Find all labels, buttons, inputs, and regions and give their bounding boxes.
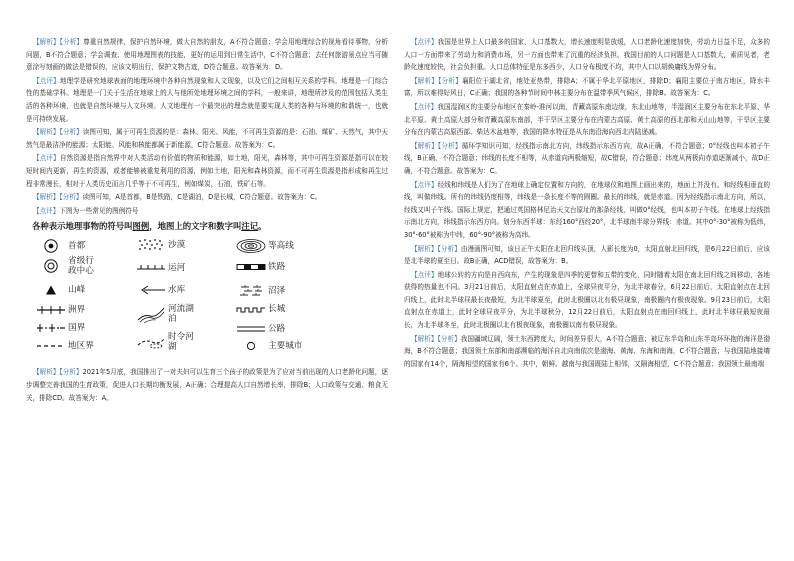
continent-boundary-icon — [34, 304, 68, 316]
legend-label-reservoir: 水库 — [168, 285, 186, 296]
legend-item-capital — [34, 238, 85, 254]
legend-item-reservoir — [134, 284, 185, 296]
legend-label-great-wall: 长城 — [268, 304, 286, 315]
legend-label-major-city: 主要城市 — [268, 341, 303, 352]
paragraph-text: 我国疆域辽阔，领土东西跨度大，时间差异很大，A不符合题意；被辽东半岛和山东半岛环环抱的海洋是渤海，B不符合题意；我国领土东部和南部濒临的海洋自北向南依次是渤海、黄海、东海和南海，C不符合题意；与我国陆地接壤的国家有14个，隔海相望的国家有6个。其中，朝鲜、越南与我国既陆上相邻，又隔海相望，C不符合题意；我国领土最南端 — [404, 334, 771, 368]
legend-title-keyword-1: 图例 — [132, 221, 150, 232]
legend-label-river-lake: 河流湖泊 — [168, 304, 194, 325]
legend-title-text-1: 各种表示地理事物的符号叫 — [32, 221, 133, 232]
paragraph-text: 读图可知，属于可再生资源的是：森林、阳光、风能，不可再生资源的是：石油、煤矿、天然气，其中天然气是最洁净的能源；太阳能、风能和核能都属于新能源，C符合题意。故答案为：C。 — [26, 128, 389, 149]
major-city-icon — [234, 340, 268, 352]
right-column — [404, 36, 770, 371]
legend-label-regional-boundary: 地区界 — [68, 341, 94, 352]
legend-item-continent-boundary — [34, 304, 85, 316]
right-paragraphs — [404, 36, 770, 370]
legend-label-peak: 山峰 — [68, 285, 86, 296]
canal-icon — [134, 262, 168, 274]
answer-paragraph — [26, 205, 388, 218]
paragraph-text: 由漫画图可知，该日正午太阳在北回归线头顶，人影长度为0，太阳直射北回归线，是6月22日前后，应该是北半球的夏至日。故B正确，ACD错误，故答案为：B。 — [404, 244, 770, 266]
swamp-icon — [234, 284, 268, 298]
answer-paragraph — [26, 366, 388, 404]
legend-item-seasonal-river — [134, 332, 194, 352]
answer-paragraph — [26, 191, 388, 204]
paragraph-tag: 【点评】 — [411, 38, 438, 46]
legend-item-river-lake — [134, 304, 194, 324]
answer-paragraph — [404, 333, 770, 371]
left-bottom-paragraphs — [26, 366, 388, 404]
paragraph-tag: 【解析】【分析】 — [411, 244, 461, 253]
answer-paragraph — [404, 101, 770, 139]
legend-item-peak — [34, 284, 85, 296]
river-lake-icon — [134, 304, 168, 324]
legend-label-canal: 运河 — [168, 263, 186, 274]
paragraph-text: 襄阳位于湖北省，地处亚热带，排除A；不属于华北平原地区，排除D；襄阳主要位于南方地区，降水丰富，所以难得好风日，C正确；我国的各种节时间中林主要分布在温带季风气候区，排除B。故答案为：C。 — [404, 76, 770, 98]
paragraph-tag: 【点评】 — [33, 154, 60, 163]
paragraph-text: 我国是世界上人口最多的国家，人口基数大，增长速度明显放缓，人口老龄化速度加快，劳动力日益不足，众多的人口一方面带来了劳动力和消费市场，另一方面也带来了沉重的经济负担。我国目前的人口问题是人口基数大，素质见者，老龄化速度较快，社会负担重。人口总体特征是东多西少，人口分布极度不均，其中人口以胡焕庸线为界分布。 — [404, 38, 771, 72]
legend-item-desert — [134, 238, 185, 252]
paragraph-tag: 【点评】 — [33, 76, 60, 85]
legend-label-railway: 铁路 — [268, 262, 286, 273]
legend-item-railway — [234, 262, 285, 272]
paragraph-text: 尊重自然规律，保护自然环境，做大自然的朋友，A不符合题意；学会用地理综合的视角看待事物，分析问题，B不符合题意；学会调查、使用地理图表的技能，更好的运用到日常生活中，C不符合题意；去任何旅游景点应当可随意涂写刻画的做法是错误的，应该文明出行，保护文物古迹，D符合题意。故答案为：D。 — [26, 38, 388, 72]
legend-item-national-boundary — [34, 322, 85, 334]
national-boundary-icon — [34, 322, 68, 334]
answer-paragraph — [26, 152, 388, 190]
paragraph-text: 地球公转的方向是自西向东，产生的现象是四季的更替和五带的变化，同时随着太阳在南北回归线之间移动，各地获得的热量也不同。3月21日前后，太阳直射点在赤道上，全球昼夜平分，为北半球春分，6月22日前后，太阳直射点在北回归线上，此时北半球昼最长夜最短，为北半球夏至，此时北极圈以北有极昼现象，南极圈内有极夜现象。9月23日前后，太阳直射点在赤道上，此时全球昼夜平分，为北半球秋分，12月22日前后，太阳直射点在南回归线上，此时北半球昼最短夜最长，为北半球冬至，此时北极圈以北有极夜现象，南极圈以南有极昼现象。 — [404, 270, 771, 330]
paragraph-tag: 【解析】【分析】 — [411, 334, 461, 343]
provincial-capital-icon — [34, 258, 68, 274]
legend-label-seasonal-river: 时令河湖 — [168, 332, 194, 353]
answer-paragraph — [404, 243, 770, 268]
legend-label-continent-boundary: 洲界 — [68, 305, 86, 316]
paragraph-text: 读图可知，A是首都，B是铁路，C是湖泊，D是长城，C符合题意。故答案为：C。 — [82, 193, 322, 202]
seasonal-river-icon — [134, 335, 168, 349]
paragraph-text: 2021年5月底，我国推出了一对夫妇可以生育三个孩子的政策是为了应对当前出现的人口老龄化问题，逐步调整完善我国的生育政策，促进人口长期均衡发展，A正确；合理提高人口自然增长率，排除B；人口政策与交通、粮食无关，排除CD。故答案为：A。 — [26, 368, 388, 402]
legend-label-highway: 公路 — [268, 324, 286, 335]
legend-title-end: 。 — [258, 221, 267, 232]
legend-label-desert: 沙漠 — [168, 240, 186, 251]
paragraph-text: 循环学知识可知，经线指示南北方向，纬线指示东西方向，故A正确，不符合题意；0°经线也叫本初子午线，B正确，不符合题意；纬线的长度不相等，从赤道向两极缩短，故C错误，符合题意；纬度从两极向赤道逐渐减小，故D正确，不符合题意。故答案为：C。 — [404, 141, 770, 175]
legend-label-capital: 首都 — [68, 241, 86, 252]
legend-item-swamp — [234, 284, 285, 298]
paragraph-text: 我国湿润区的主要分布地区在秦岭-淮河以南，青藏高原东南边缘，东北山地等，半湿润区主要分布在东北平原、华北平原、黄土高原大部分和青藏高原东南部，半干旱区主要分布在内蒙古高原、黄土高原的西北部和天山山地等，干旱区主要分布在内蒙古高原西部、柴达木盆地等，我国的降水特征是从东南沿海向西北内陆递减。 — [404, 102, 770, 137]
legend-label-national-boundary: 国界 — [68, 323, 86, 334]
legend-label-swamp: 沼泽 — [268, 286, 286, 297]
highway-icon — [234, 324, 268, 334]
legend-item-regional-boundary — [34, 340, 94, 352]
paragraph-tag: 【点评】 — [411, 180, 438, 189]
paragraph-tag: 【点评】 — [33, 206, 60, 215]
answer-paragraph — [26, 126, 388, 151]
answer-paragraph — [404, 179, 770, 242]
paragraph-tag: 【点评】 — [411, 270, 438, 279]
legend-item-canal — [134, 262, 185, 274]
desert-icon — [134, 238, 168, 252]
legend-figure — [26, 220, 388, 366]
answer-paragraph — [404, 36, 770, 74]
paragraph-tag: 【解析】【分析】 — [33, 368, 83, 377]
paragraph-text: 下图为一些常见的图例符号 — [59, 206, 139, 215]
paragraph-tag: 【解析】【分析】 — [411, 76, 462, 85]
left-paragraphs — [26, 36, 388, 217]
legend-label-contour: 等高线 — [268, 241, 294, 252]
legend-item-major-city — [234, 340, 302, 352]
railway-icon — [234, 262, 268, 272]
paragraph-text: 自然资源是指自然界中对人类活动有价值的物质和能源，如土地，阳光，森林等，其中可再生资源是指可以在较短时间内更新，再生的资源，或者能够被重复利用的资源，例如土地，阳光和森林资源，而不可再生资源是指形成和再生过程非常漫长，相对于人类历史而言几乎等于不可再生，例如煤炭，石油，铁矿石等。 — [26, 154, 389, 188]
peak-icon — [34, 284, 68, 296]
paragraph-text: 地理学是研究地球表面的地理环境中各种自然现象和人文现象，以及它们之间相互关系的学科。地理是一门综合性的基础学科。地理是一门关于生活在地球上的人与他所处地理环境之间的学科，一般来讲，地理所涉及的范围包括人类生活的各种环境，也就是自然环境与人文环境。人文地理有一个最突出的理念就是要实现人类的各种与环境的和谐统一，也就是可持续发展。 — [26, 76, 389, 123]
paragraph-tag: 【解析】【分析】 — [33, 193, 83, 202]
contour-icon — [234, 238, 268, 254]
answer-paragraph — [404, 269, 770, 332]
left-column — [26, 36, 388, 405]
answer-paragraph — [26, 36, 388, 74]
legend-item-great-wall — [234, 304, 285, 314]
legend-title — [32, 220, 388, 232]
paragraph-tag: 【解析】【分析】 — [33, 128, 83, 137]
answer-paragraph — [404, 140, 770, 178]
great-wall-icon — [234, 304, 268, 314]
regional-boundary-icon — [34, 340, 68, 352]
legend-item-contour — [234, 238, 294, 254]
legend-item-highway — [234, 324, 285, 334]
legend-title-text-2: ，地图上的文字和数字叫 — [149, 221, 242, 232]
answer-paragraph — [404, 75, 770, 100]
answer-paragraph — [26, 75, 388, 125]
legend-item-provincial-capital — [34, 256, 98, 276]
reservoir-icon — [134, 284, 168, 296]
legend-label-provincial-capital: 省级行政中心 — [68, 256, 94, 277]
paragraph-text: 经线和纬线是人们为了在地球上确定位置和方向的，在地球仪和地图上画出来的，地面上并没有。和经线相垂直的线，叫做纬线。所有的纬线仍度相等，纬线是一条长度不等的圆圈。最长的纬线，就是赤道。因为经线指示南北方向，所以，经线又叫子午线。国际上规定，把通过英国格林尼治天文台原址的那条经线，叫做0°经线，也叫本初子午线。在地球上经线指示南北方向，纬线指示东西方向。划分东西半球：东经160°西经20°，北半球南半球分界线：赤道。其中0°-30°被称为低纬，30°-60°被称为中纬，60°-90°被称为高纬。 — [404, 180, 771, 239]
paragraph-tag: 【解析】【分析】 — [33, 38, 84, 46]
legend-grid — [34, 236, 388, 366]
legend-title-keyword-2: 注记 — [241, 221, 259, 232]
paragraph-tag: 【解析】【分析】 — [411, 141, 462, 150]
capital-icon — [34, 238, 68, 254]
paragraph-tag: 【点评】 — [411, 102, 438, 111]
